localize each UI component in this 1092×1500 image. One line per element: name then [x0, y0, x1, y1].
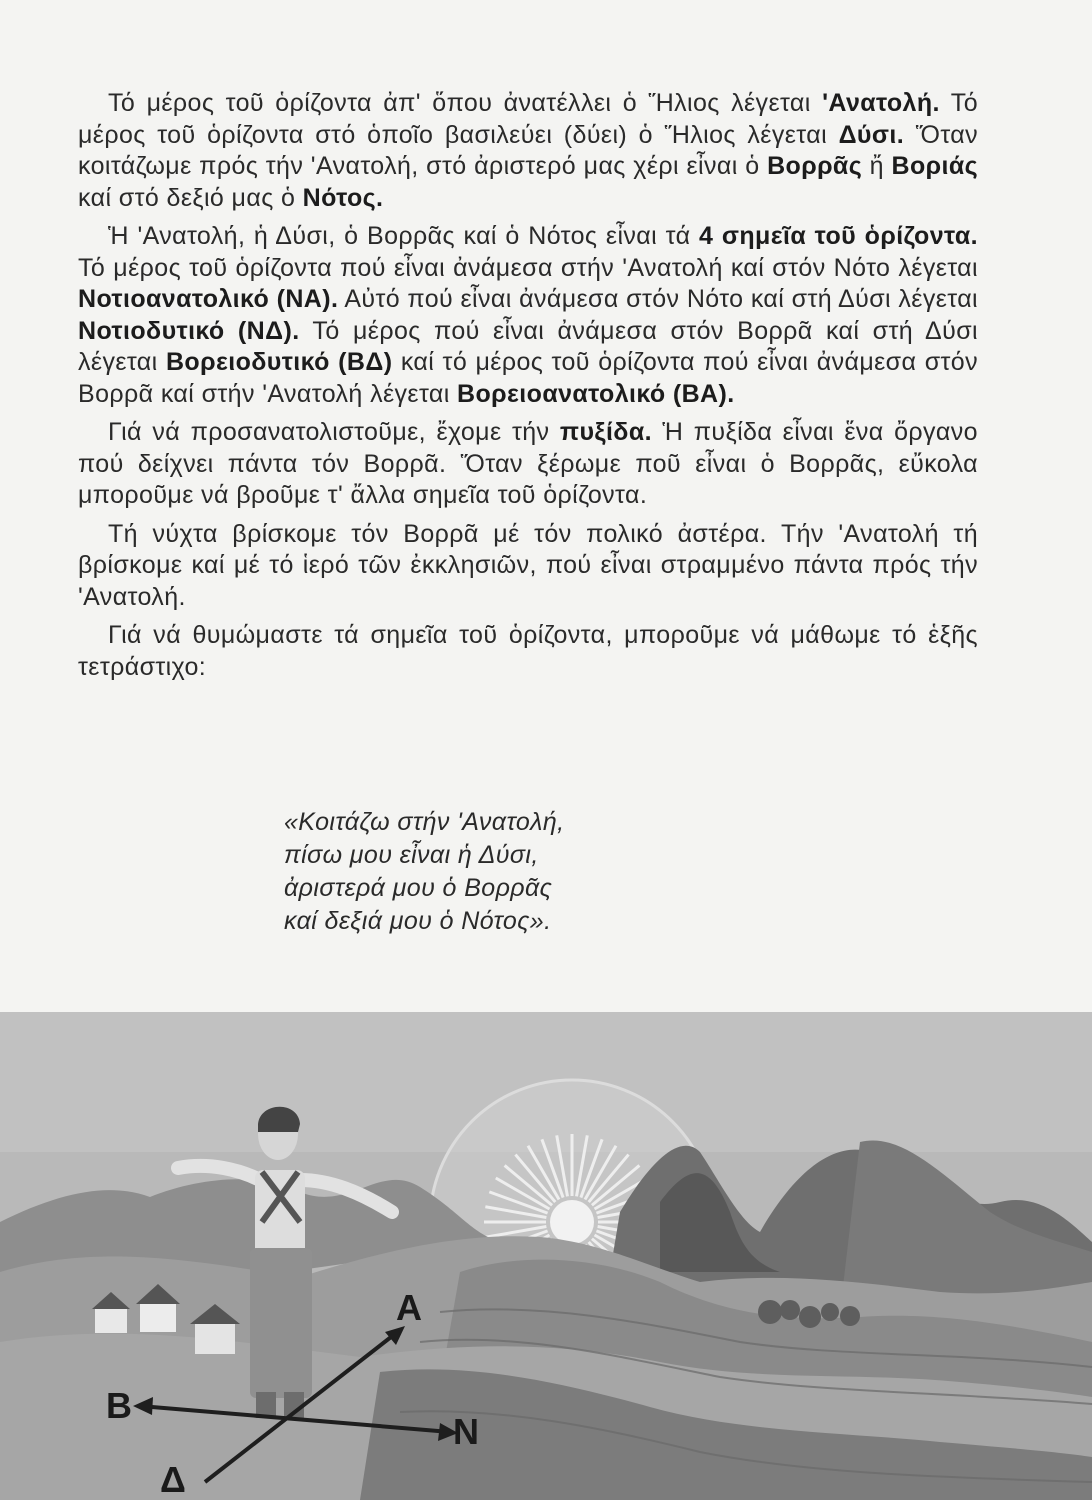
bold-term: Νοτιοανατολικό (ΝΑ).	[78, 285, 339, 313]
bold-term: Βορρᾶς	[767, 152, 863, 180]
bold-term: 4 σημεῖα τοῦ ὁρίζοντα.	[698, 222, 979, 250]
text-run: ἤ	[862, 152, 892, 180]
text-run: Γιά νά προσανατολιστοῦμε, ἔχομε τήν	[108, 418, 560, 446]
bold-term: Νοτιοδυτικό (ΝΔ).	[78, 316, 300, 345]
text-run: Τό μέρος τοῦ ὁρίζοντα στό ὁποῖο βασιλεύει (δύει) ὁ Ἥλιος λέγεται	[78, 89, 979, 149]
text-run: Ἡ πυξίδα εἶναι ἕνα ὄργανο πού δείχνει πάντα τόν Βορρᾶ. Ὅταν ξέρωμε ποῦ εἶναι ὁ Βορρᾶς, εὔκολα μποροῦμε νά βροῦμε τ' ἄλλα σημεῖα τοῦ ὁρίζοντα.	[78, 418, 978, 509]
landscape-drawing	[0, 1012, 1092, 1500]
text-run: καί τό μέρος τοῦ ὁρίζοντα πού εἶναι ἀνάμεσα στόν Βορρᾶ καί στήν 'Ανατολή λέγεται	[78, 348, 979, 408]
poem-line: «Κοιτάζω στήν 'Ανατολή,	[284, 808, 565, 836]
bold-term: Βορειοανατολικό (ΒΑ).	[457, 379, 735, 408]
west-bottom-label: Δ	[160, 1459, 186, 1500]
bold-term: Δύσι.	[838, 120, 905, 149]
quatrain	[284, 806, 564, 938]
east-label: Α	[396, 1287, 422, 1328]
paragraph	[78, 620, 978, 683]
west-label: Β	[106, 1385, 132, 1426]
text-run: Ἡ 'Ανατολή, ἡ Δύσι, ὁ Βορρᾶς καί ὁ Νότος εἶναι τά	[108, 222, 699, 250]
bold-term: πυξίδα.	[559, 418, 652, 446]
text-run: Ὅταν κοιτάζωμε πρός τήν 'Ανατολή, στό ἀριστερό μας χέρι εἶναι ὁ	[78, 120, 979, 180]
bold-term: Βοριάς	[891, 152, 979, 180]
bold-term: Βορειοδυτικό (ΒΔ)	[165, 348, 393, 376]
text-run: Αὐτό πού εἶναι ἀνάμεσα στόν Νότο καί στή Δύσι λέγεται	[338, 285, 979, 313]
text-run: καί στό δεξιό μας ὁ	[78, 183, 303, 212]
text-run: Τή νύχτα βρίσκομε τόν Βορρᾶ μέ τόν πολικό ἀστέρα. Τήν 'Ανατολή τή βρίσκομε καί μέ τό ἱερό τῶν ἐκκλησιῶν, πού εἶναι στραμμένο πάντα πρός τήν 'Ανατολή.	[78, 519, 978, 611]
orientation-illustration	[0, 1012, 1092, 1500]
south-label: Ν	[453, 1411, 479, 1452]
paragraph	[78, 519, 978, 614]
text-run: Γιά νά θυμώμαστε τά σημεῖα τοῦ ὁρίζοντα, μποροῦμε νά μάθωμε τό ἑξῆς τετράστιχο:	[78, 621, 978, 681]
text-run: Τό μέρος τοῦ ὁρίζοντα πού εἶναι ἀνάμεσα στήν 'Ανατολή καί στόν Νότο λέγεται	[78, 253, 978, 282]
text-run: Τό μέρος τοῦ ὁρίζοντα ἀπ' ὅπου ἀνατέλλει ὁ Ἥλιος λέγεται	[108, 89, 823, 117]
text-body	[78, 88, 978, 690]
poem-line: καί δεξιά μου ὁ Νότος».	[284, 907, 552, 935]
paragraph	[78, 417, 978, 512]
bold-term: Νότος.	[302, 183, 384, 212]
poem-line: ἀριστερά μου ὁ Βορρᾶς	[284, 874, 553, 902]
paragraph	[78, 88, 978, 214]
poem-line: πίσω μου εἶναι ἡ Δύσι,	[284, 841, 539, 869]
text-run: Τό μέρος πού εἶναι ἀνάμεσα στόν Βορρᾶ καί στή Δύσι λέγεται	[78, 316, 978, 376]
bold-term: 'Ανατολή.	[822, 89, 940, 117]
paragraph	[78, 221, 978, 410]
